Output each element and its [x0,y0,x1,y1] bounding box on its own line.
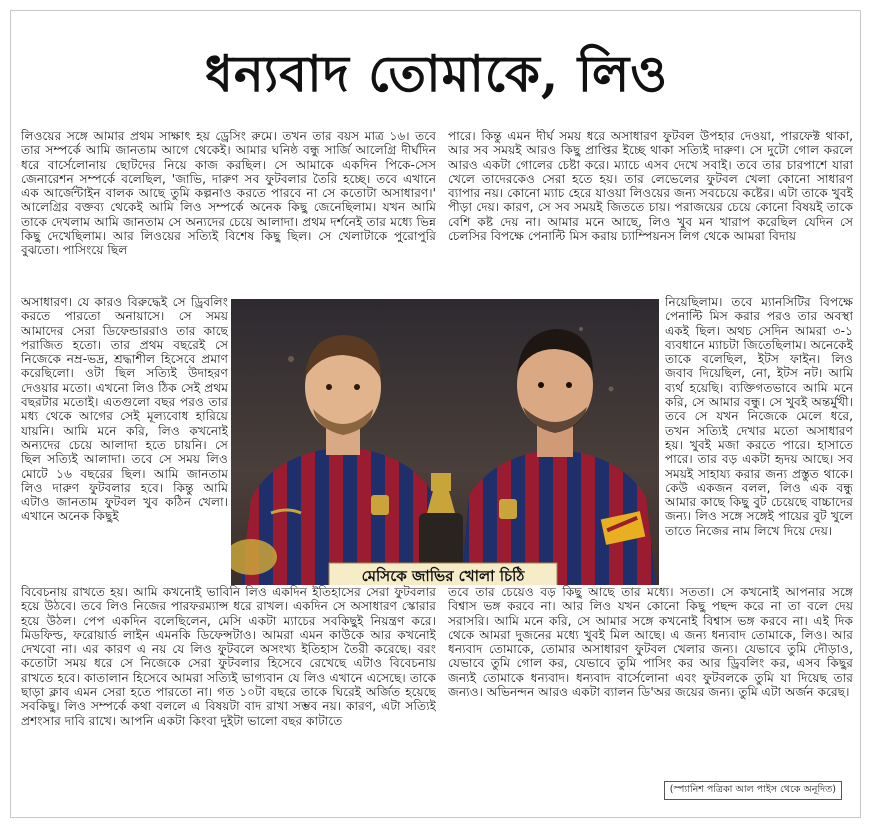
article-column-right-bottom [448,585,853,759]
newspaper-page [10,10,861,818]
photo-caption-text: মেসিকে জাভির খোলা চিঠি [361,567,525,585]
players-illustration [231,299,659,585]
paragraph: পারে। কিন্তু এমন দীর্ঘ সময় ধরে অসাধারণ ফুটবল উপহার দেওয়া, পারফেক্ট থাকা, আর সব সময়ই আরও কিছু প্রাপ্তির ইচ্ছে থাকা সত্যিই দারুণ। সে দুটো গোল করলে আরও একটা গোলের চেষ্টা করে। ম্যাচে এসব দেখে সবাই। তবে তার চারপাশে যারা খেলে তাদেরকেও সেরা হতে হয়। তার লেভেলের ফুটবল খেলা কোনো সাধারণ ব্যাপার নয়। কোনো ম্যাচ হেরে যাওয়া লিওয়ের জন্য সবচেয়ে কষ্টের। এটা তাকে খুবই পীড়া দেয়। কারণ, সে সব সময়ই জিততে চায়। পরাজয়ের চেয়ে কোনো বিষয়ই তাকে বেশি কষ্ট দেয় না। আমার মনে আছে, লিও খুব মন খারাপ করেছিল যেদিন সে চেলসির বিপক্ষে পেনাল্টি মিস করায় চ্যাম্পিয়নস লিগ থেকে আমরা বিদায় [448,129,853,244]
paragraph: অসাধারণ। যে কারও বিরুদ্ধেই সে ড্রিবলিং করতে পারতো অনায়াসে। সে সময় আমাদের সেরা ডিফেন্ডাররাও তার কাছে পরাজিত হতো। তার প্রথম বছরেই সে নিজেকে নম্র-ভদ্র, শ্রদ্ধাশীল হিসেবে প্রমাণ করেছিলো। ওটা ছিল সত্যিই উদাহরণ দেওয়ার মতো। এখনো লিও ঠিক সেই প্রথম বছরটার মতোই। এতগুলো বছর পরও তার মধ্য থেকে আগের সেই মূল্যবোধ হারিয়ে যায়নি। আমি মনে করি, লিও কখনোই অন্যদের চেয়ে আলাদা হতে চায়নি। সে ছিল সত্যিই আলাদা। তবে সে সময় লিও মোটে ১৬ বছরের ছিল। আমি জানতাম লিও দারুণ ফুটবলার হবে। কিন্তু আমি এটাও জানতাম ফুটবল খুব কঠিন খেলা। এখানে অনেক কিছুই [21,295,228,524]
paragraph: নিয়েছিলাম। তবে ম্যানসিটির বিপক্ষে পেনাল্টি মিস করার পরও তার অবস্থা একই ছিল। অথচ সেদিন আমরা ৩-১ ব্যবধানে ম্যাচটা জিতেছিলাম। অনেকেই তাকে বলেছিল, ইটস ফাইন। লিও জবাব দিয়েছিল, নো, ইটস নট। আমি ব্যর্থ হয়েছি। ব্যক্তিগতভাবে আমি মনে করি, সে আমার বন্ধু। সে খুবই অন্তর্মুখী। তবে সে যখন নিজেকে মেলে ধরে, তখন সত্যিই দেখার মতো অসাধারণ হয়। খুবই মজা করতে পারে। হাসাতে পারে। তার বড় একটা হৃদয় আছে। সব সময়ই সাহায্য করার জন্য প্রস্তুত থাকে। কেউ একজন বলল, লিও এক বন্ধু আমার কাছে কিছু বুট চেয়েছে বাচ্চাদের জন্য। লিও সঙ্গে সঙ্গেই পায়ের বুট খুলে তাতে নিজের নাম লিখে দিয়ে দেয়। [665,295,853,538]
translation-credit: (স্প্যানিশ পত্রিকা আল পাইস থেকে অনূদিত) [664,781,842,800]
paragraph: তবে তার চেয়েও বড় কিছু আছে তার মধ্যে। সততা। সে কখনোই আপনার সঙ্গে বিশ্বাস ভঙ্গ করবে না। আর লিও যখন কোনো কিছু পছন্দ করে না তা বলে দেয় সরাসরি। আমি মনে করি, সে আমার সঙ্গে কখনোই বিশ্বাস ভঙ্গ করবে না। এই দিক থেকে আমরা দুজনের মধ্যে খুবই মিল আছে। এ জন্য ধন্যবাদ তোমাকে, লিও। আর ধন্যবাদ তোমাকে, তোমার অসাধারণ ফুটবল খেলার জন্য। যেভাবে তুমি দৌড়াও, যেভাবে তুমি গোল কর, যেভাবে তুমি পাসিং কর আর ড্রিবলিং কর, এসব কিছুর জন্যই তোমাকে ধন্যবাদ। ধন্যবাদ বার্সেলোনা এবং ফুটবলকে তুমি যা দিয়েছ তার জন্যও। অভিনন্দন আরও একটা ব্যালন ডি'অর জয়ের জন্য। তুমি এটা অর্জন করেছ। [448,585,853,700]
article-column-right-middle [665,295,853,585]
article-column-right-top [448,129,853,295]
messi-xavi-photo [231,299,659,585]
headline: ধন্যবাদ তোমাকে, লিও [204,44,669,103]
article-column-left-middle [21,295,228,585]
paragraph: বিবেচনায় রাখতে হয়। আমি কখনোই ভাবিনি লিও একদিন ইতিহাসের সেরা ফুটবলার হয়ে উঠবে। তবে লিও নিজের পারফরম্যান্স ধরে রাখল। একদিন সে অসাধারণ স্কোরার হয়ে উঠল। পেপ একদিন বলেছিলেন, মেসি একটা ম্যাচের সবকিছুই নিয়ন্ত্রণ করে। মিডফিল্ড, ফরোয়ার্ড লাইন এমনকি ডিফেন্সটাও। আমরা এমন কাউকে আর কখনোই দেখবো না। এর কারণ এ নয় যে লিও ফুটবলে অসংখ্য ইতিহাস তৈরী করেছে। বরং কতোটা সময় ধরে সে নিজেকে সেরা ফুটবলার হিসেবে রেখেছে এটাও বিবেচনায় রাখতে হবে। কাতালান হিসেবে আমরা সত্যিই ভাগ্যবান যে লিও এখানে এসেছে। তাকে ছাড়া ক্লাব এমন সেরা হতে পারতো না। গত ১০টা বছরে তাকে ঘিরেই অর্জিত হয়েছে সবকিছু। লিও সম্পর্কে কথা বললে এ বিষয়টা বাদ রাখা সম্ভব নয়। কারণ, এটা সত্যিই প্রশংসার দাবি রাখে। আপনি একটা কিংবা দুইটা ভালো বছর কাটাতে [21,585,436,728]
photo-caption [329,563,557,585]
paragraph: লিওয়ের সঙ্গে আমার প্রথম সাক্ষাৎ হয় ড্রেসিং রুমে। তখন তার বয়স মাত্র ১৬। তবে তার সম্পর্কে আমি জানতাম আগে থেকেই। আমার ঘনিষ্ঠ বন্ধু সার্জি আলেগ্রি দীর্ঘদিন ধরে বার্সেলোনায় ছোটদের নিয়ে কাজ করছিল। সে আমাকে একদিন পিকে-সেস জেনারেশন সম্পর্কে বলেছিল, 'জাভি, দারুণ সব ফুটবলার তৈরি হচ্ছে। তবে এখানে এক আর্জেন্টাইন বালক আছে তুমি কল্পনাও করতে পারবে না সে কতোটা অসাধারণ।' আলেগ্রির বক্তব্য থেকেই আমি লিও সম্পর্কে অনেক কিছু জেনেছিলাম। যখন আমি তাকে দেখলাম আমি জানতাম সে অন্যদের চেয়ে আলাদা। প্রথম দর্শনেই তার মধ্যে ভিন্ন কিছু দেখেছিলাম। আর লিওয়ের সত্যিই বিশেষ কিছু ছিল। সে খেলাটাকে পুরোপুরি বুঝতো। পাসিংয়ে ছিল [21,129,436,258]
article-column-left-top [21,129,436,295]
article-column-left-bottom [21,585,436,803]
